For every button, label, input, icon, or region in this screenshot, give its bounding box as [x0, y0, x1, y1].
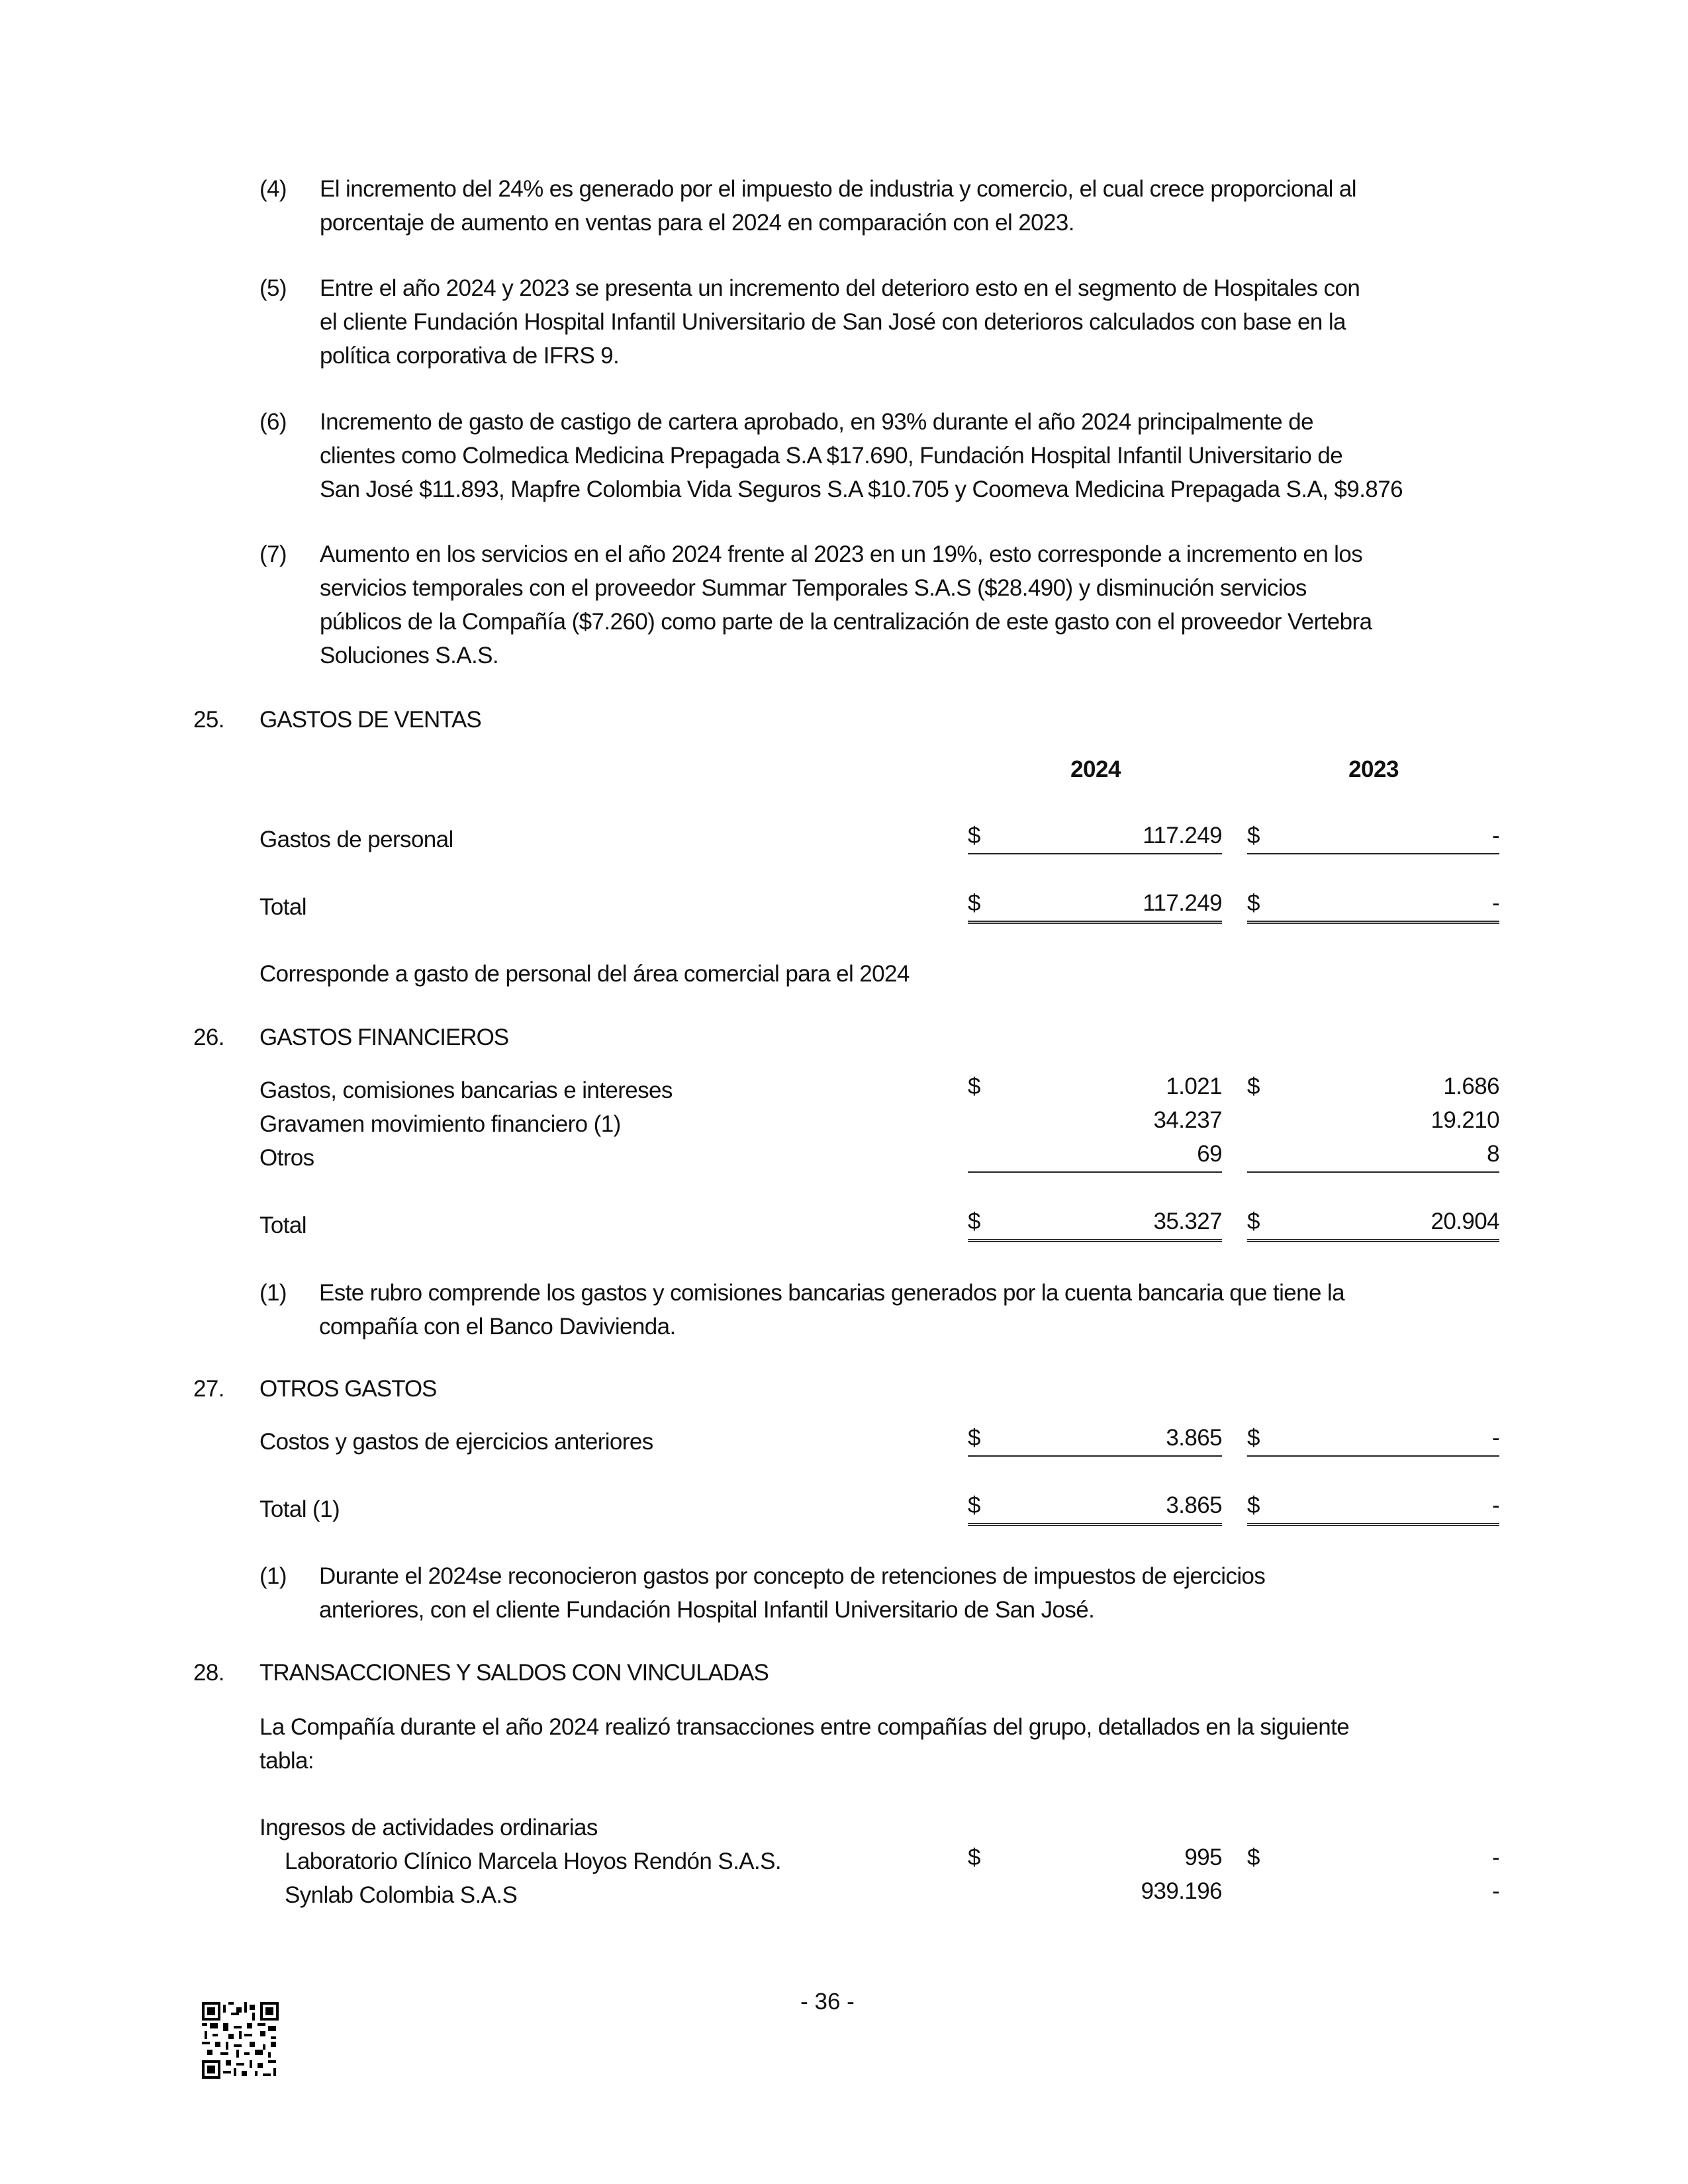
cell-2023	[1247, 1844, 1499, 1875]
footnote-line: compañía con el Banco Davivienda.	[319, 1314, 676, 1340]
cell-2023	[1247, 1107, 1499, 1138]
qr-code-icon	[202, 2002, 279, 2079]
section-number: 25.	[193, 707, 224, 733]
cell-2024	[968, 1844, 1222, 1875]
currency-symbol: $	[1247, 1425, 1260, 1451]
row-label: Synlab Colombia S.A.S	[285, 1882, 518, 1908]
intro-line: La Compañía durante el año 2024 realizó transacciones entre compañías del grupo, detallados en la siguiente	[259, 1714, 1350, 1740]
note-line: San José $11.893, Mapfre Colombia Vida Seguros S.A $10.705 y Coomeva Medicina Prepagada S.A, $9.876	[320, 477, 1403, 502]
intro-line: tabla:	[259, 1748, 314, 1774]
note-line: El incremento del 24% es generado por el impuesto de industria y comercio, el cual crece proporcional al	[320, 176, 1356, 202]
value: 34.237	[1153, 1107, 1222, 1133]
cell-2024	[968, 1878, 1222, 1909]
value: 8	[1487, 1141, 1499, 1167]
currency-symbol: $	[968, 1208, 980, 1234]
footnote-line: anteriores, con el cliente Fundación Hospital Infantil Universitario de San José.	[319, 1597, 1095, 1623]
note-line: públicos de la Compañía ($7.260) como parte de la centralización de este gasto con el proveedor Vertebra	[320, 609, 1372, 635]
total-2023	[1247, 1492, 1499, 1526]
value: 1.686	[1443, 1073, 1499, 1099]
value: 939.196	[1141, 1878, 1222, 1904]
value: 117.249	[1143, 890, 1222, 916]
cell-2024	[968, 823, 1222, 854]
section-title: TRANSACCIONES Y SALDOS CON VINCULADAS	[259, 1660, 769, 1686]
note-label: (4)	[259, 176, 287, 202]
currency-symbol: $	[968, 1492, 980, 1518]
section-title: OTROS GASTOS	[259, 1376, 437, 1402]
value: 3.865	[1166, 1492, 1222, 1518]
section-title: GASTOS DE VENTAS	[259, 707, 481, 733]
total-label: Total (1)	[259, 1496, 340, 1522]
section-number: 26.	[193, 1024, 224, 1050]
value: 19.210	[1430, 1107, 1499, 1133]
value: 1.021	[1166, 1073, 1222, 1099]
footnote-line: Durante el 2024se reconocieron gastos por concepto de retenciones de impuestos de ejercicios	[319, 1563, 1266, 1589]
row-label: Costos y gastos de ejercicios anteriores	[259, 1429, 653, 1455]
cell-2023	[1247, 1425, 1499, 1457]
value: -	[1491, 1844, 1499, 1870]
total-label: Total	[259, 894, 306, 920]
value: 3.865	[1166, 1425, 1222, 1451]
note-line: Entre el año 2024 y 2023 se presenta un incremento del deterioro esto en el segmento de Hospitales con	[320, 275, 1360, 301]
note-line: Soluciones S.A.S.	[320, 643, 498, 668]
note-label: (6)	[259, 409, 287, 435]
value: -	[1491, 1425, 1499, 1451]
value: 69	[1197, 1141, 1222, 1167]
currency-symbol: $	[1247, 1208, 1260, 1234]
value: -	[1491, 890, 1499, 916]
total-label: Total	[259, 1212, 306, 1238]
value: -	[1491, 823, 1499, 848]
total-2024	[968, 890, 1222, 924]
footnote-label: (1)	[259, 1280, 287, 1306]
currency-symbol: $	[1247, 1073, 1260, 1099]
cell-2024	[968, 1073, 1222, 1104]
row-label: Otros	[259, 1145, 314, 1171]
currency-symbol: $	[968, 890, 980, 916]
note-label: (5)	[259, 275, 287, 301]
row-label: Laboratorio Clínico Marcela Hoyos Rendón S.A.S.	[285, 1848, 781, 1874]
currency-symbol: $	[968, 1425, 980, 1451]
column-header-2023: 2023	[1348, 756, 1399, 782]
note-line: Aumento en los servicios en el año 2024 frente al 2023 en un 19%, esto corresponde a incremento en los	[320, 541, 1363, 567]
note-line: política corporativa de IFRS 9.	[320, 343, 620, 369]
section-title: GASTOS FINANCIEROS	[259, 1024, 509, 1050]
value: 35.327	[1153, 1208, 1222, 1234]
cell-2023	[1247, 1141, 1499, 1173]
section-number: 28.	[193, 1660, 224, 1686]
section-note: Corresponde a gasto de personal del área comercial para el 2024	[259, 961, 910, 987]
currency-symbol: $	[968, 1844, 980, 1870]
total-2023	[1247, 890, 1499, 924]
cell-2023	[1247, 1073, 1499, 1104]
note-line: clientes como Colmedica Medicina Prepagada S.A $17.690, Fundación Hospital Infantil Universitario de	[320, 443, 1343, 469]
footnote-label: (1)	[259, 1563, 287, 1589]
note-label: (7)	[259, 541, 287, 567]
currency-symbol: $	[1247, 890, 1260, 916]
column-header-2024: 2024	[1070, 756, 1121, 782]
value: -	[1491, 1878, 1499, 1904]
total-2024	[968, 1492, 1222, 1526]
row-label: Gastos, comisiones bancarias e intereses	[259, 1077, 673, 1103]
section-number: 27.	[193, 1376, 224, 1402]
cell-2024	[968, 1425, 1222, 1457]
row-label: Gravamen movimiento financiero (1)	[259, 1111, 621, 1137]
footnote-line: Este rubro comprende los gastos y comisiones bancarias generados por la cuenta bancaria que tiene la	[319, 1280, 1345, 1306]
page-number: - 36 -	[800, 1989, 855, 2015]
note-line: el cliente Fundación Hospital Infantil Universitario de San José con deterioros calculados con base en la	[320, 309, 1346, 335]
note-line: servicios temporales con el proveedor Summar Temporales S.A.S ($28.490) y disminución servicios	[320, 575, 1307, 601]
note-line: Incremento de gasto de castigo de cartera aprobado, en 93% durante el año 2024 principalmente de	[320, 409, 1313, 435]
cell-2023	[1247, 823, 1499, 854]
row-label: Gastos de personal	[259, 827, 453, 852]
value: 995	[1184, 1844, 1222, 1870]
total-2024	[968, 1208, 1222, 1242]
value: 20.904	[1430, 1208, 1499, 1234]
cell-2024	[968, 1107, 1222, 1138]
group-label: Ingresos de actividades ordinarias	[259, 1815, 598, 1841]
note-line: porcentaje de aumento en ventas para el 2024 en comparación con el 2023.	[320, 210, 1074, 236]
value: -	[1491, 1492, 1499, 1518]
currency-symbol: $	[1247, 1492, 1260, 1518]
cell-2023	[1247, 1878, 1499, 1909]
currency-symbol: $	[1247, 1844, 1260, 1870]
value: 117.249	[1143, 823, 1222, 848]
currency-symbol: $	[968, 1073, 980, 1099]
cell-2024	[968, 1141, 1222, 1173]
currency-symbol: $	[1247, 823, 1260, 848]
total-2023	[1247, 1208, 1499, 1242]
currency-symbol: $	[968, 823, 980, 848]
